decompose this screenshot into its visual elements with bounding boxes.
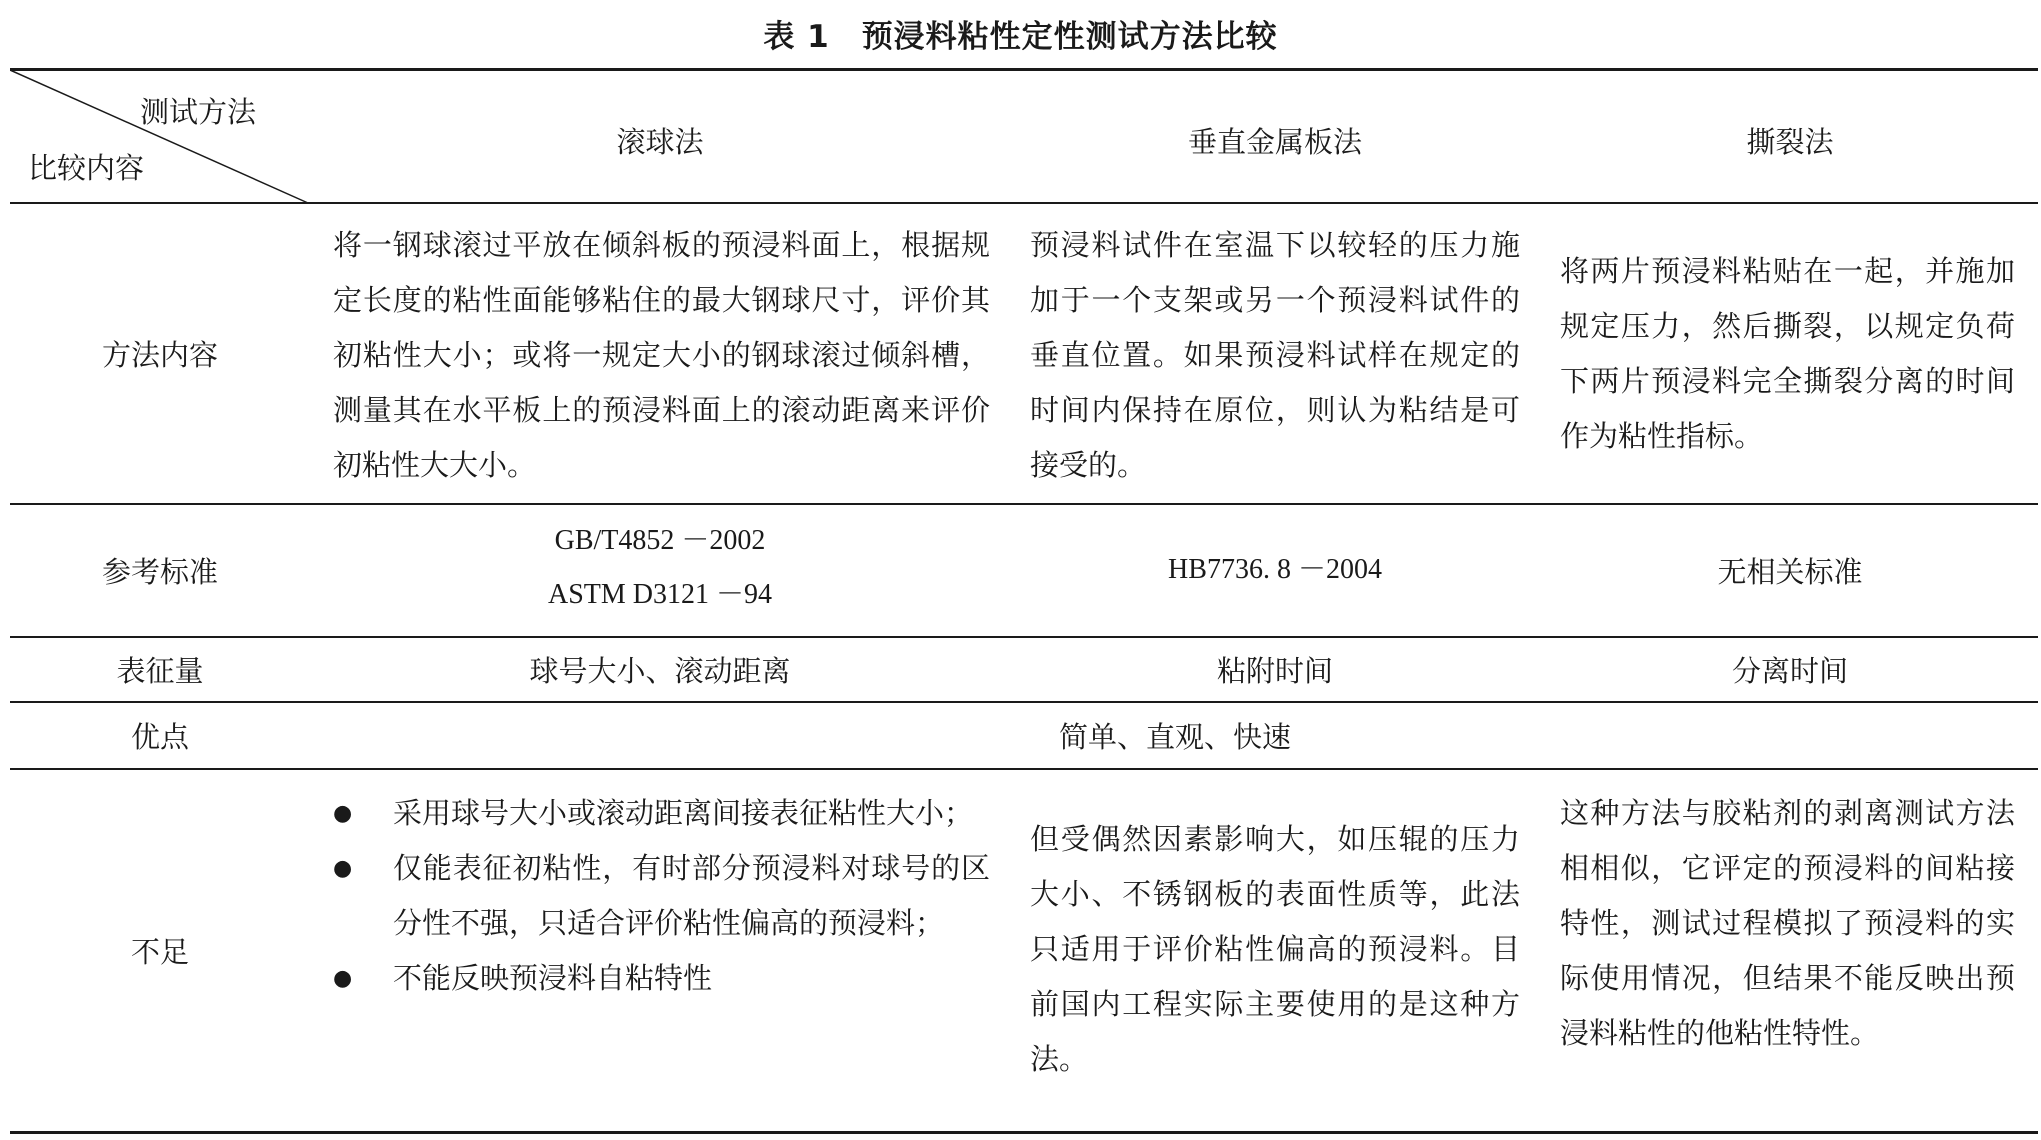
cell-vertical-plate-method: 预浸料试件在室温下以较轻的压力施加于一个支架或另一个预浸料试件的垂直位置。如果预浸料试样在规定的时间内保持在原位，则认为粘结是可接受的。	[1030, 228, 1520, 482]
table-number: 表 1	[763, 18, 830, 55]
cell-vertical-plate-standard: HB7736. 8 －2004	[1168, 554, 1382, 585]
row-label-shortcomings: 不足	[130, 934, 189, 969]
cell-rolling-ball-method: 将一钢球滚过平放在倾斜板的预浸料面上，根据规定长度的粘性面能够粘住的最大钢球尺寸，评价其初粘性大小；或将一规定大小的钢球滚过倾斜槽，测量其在水平板上的预浸料面上的滚动距离来评价初粘性大大小。	[333, 228, 990, 482]
cell-vertical-plate-characterization: 粘附时间	[1216, 653, 1333, 688]
row-label-reference-standard: 参考标准	[101, 554, 218, 589]
table-title	[0, 8, 2041, 58]
bullet-icon: ●	[333, 966, 353, 991]
cell-tear-method: 将两片预浸料粘贴在一起，并施加规定压力，然后撕裂，以规定负荷下两片预浸料完全撕裂分离的时间作为粘性指标。	[1560, 254, 2015, 453]
header-vertical-plate: 垂直金属板法	[1187, 124, 1362, 159]
shortcoming-bullet	[333, 841, 990, 951]
header-tear: 撕裂法	[1746, 124, 1834, 159]
cell-rolling-ball-shortcomings	[333, 786, 990, 1006]
cell-tear-standard: 无相关标准	[1717, 554, 1863, 589]
standard-gb: GB/T4852 －2002	[554, 525, 766, 556]
row-label-method-content: 方法内容	[101, 337, 218, 372]
shortcoming-text: 不能反映预浸料自粘特性	[393, 961, 713, 995]
shortcoming-bullet	[333, 786, 990, 841]
corner-header-methods: 测试方法	[140, 95, 257, 129]
row-label-characterization: 表征量	[116, 653, 204, 688]
row-label-advantages: 优点	[130, 719, 189, 754]
bullet-icon: ●	[333, 801, 353, 826]
standard-astm: ASTM D3121 －94	[547, 579, 772, 610]
cell-tear-characterization: 分离时间	[1731, 653, 1848, 688]
shortcoming-text: 采用球号大小或滚动距离间接表征粘性大小；	[393, 796, 974, 830]
corner-header-comparison: 比较内容	[28, 151, 145, 185]
cell-tear-shortcomings: 这种方法与胶粘剂的剥离测试方法相相似，它评定的预浸料的间粘接特性，测试过程模拟了预浸料的实际使用情况，但结果不能反映出预浸料粘性的他粘性特性。	[1560, 796, 2015, 1050]
cell-vertical-plate-shortcomings: 但受偶然因素影响大，如压辊的压力大小、不锈钢板的表面性质等，此法只适用于评价粘性偏高的预浸料。目前国内工程实际主要使用的是这种方法。	[1030, 822, 1520, 1076]
table-bottom-rule	[10, 1131, 2038, 1134]
header-rolling-ball: 滚球法	[616, 124, 704, 159]
shortcoming-text: 仅能表征初粘性，有时部分预浸料对球号的区分性不强，只适合评价粘性偏高的预浸料；	[393, 851, 990, 940]
header-bottom-rule	[10, 202, 2038, 204]
table-caption: 预浸料粘性定性测试方法比较	[861, 18, 1278, 55]
row-rule	[10, 768, 2038, 770]
cell-rolling-ball-characterization: 球号大小、滚动距离	[529, 653, 791, 688]
cell-advantages: 简单、直观、快速	[1058, 719, 1291, 754]
bullet-icon: ●	[333, 856, 353, 881]
shortcoming-bullet	[333, 951, 990, 1006]
cell-rolling-ball-standards	[330, 514, 990, 622]
table-top-rule	[10, 68, 2038, 71]
